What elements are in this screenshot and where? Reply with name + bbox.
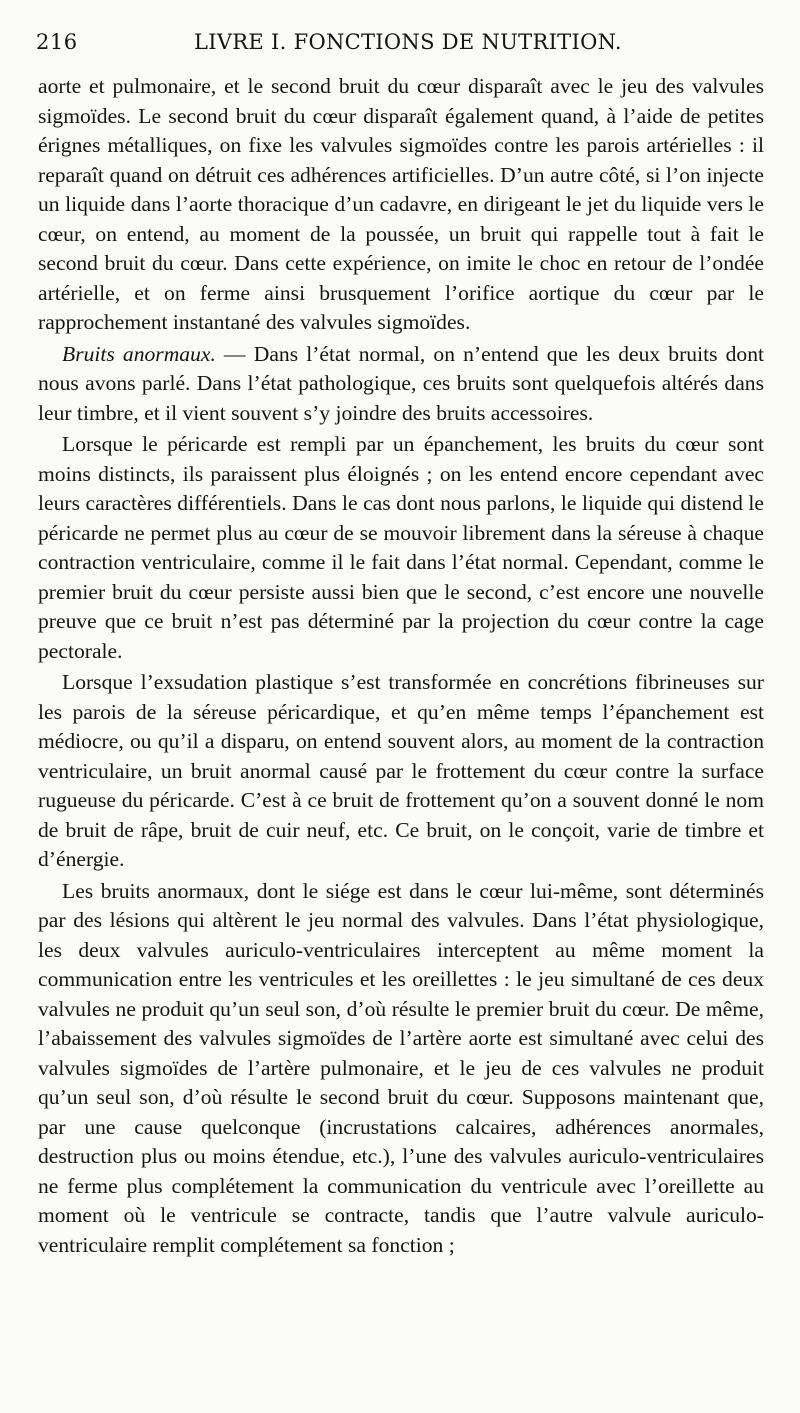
body-text xyxy=(38,72,764,1260)
paragraph xyxy=(38,340,764,429)
paragraph xyxy=(38,72,764,338)
chapter-title: LIVRE I. FONCTIONS DE NUTRITION. xyxy=(194,30,622,54)
paragraph-text: aorte et pulmonaire, et le second bruit du cœur disparaît avec le jeu des valvules sigmoïdes. Le second bruit du cœur disparaît également quand, à l’aide de petites érignes métalliques, on fixe les valvules sigmoïdes contre les parois artérielles : il reparaît quand on détruit ces adhérences artificielles. D’un autre côté, si l’on injecte un liquide dans l’aorte thoracique d’un cadavre, en dirigeant le jet du liquide vers le cœur, on entend, au moment de la poussée, un bruit qui rappelle tout à fait le second bruit du cœur. Dans cette expérience, on imite le choc en retour de l’ondée artérielle, et on ferme ainsi brusquement l’orifice aortique du cœur par le rapprochement instantané des valvules sigmoïdes. xyxy=(38,74,764,334)
paragraph xyxy=(38,430,764,666)
paragraph xyxy=(38,668,764,875)
running-header xyxy=(36,30,764,62)
paragraph-text: Lorsque l’exsudation plastique s’est transformée en concrétions fibrineuses sur les parois de la séreuse péricardique, et qu’en même temps l’épanchement est médiocre, ou qu’il a disparu, on entend souvent alors, au moment de la contraction ventriculaire, un bruit anormal causé par le frottement du cœur contre la surface rugueuse du péricarde. C’est à ce bruit de frottement qu’on a souvent donné le nom de bruit de râpe, bruit de cuir neuf, etc. Ce bruit, on le conçoit, varie de timbre et d’énergie. xyxy=(38,670,764,871)
paragraph-text: — Dans l’état normal, on n’entend que les deux bruits dont nous avons parlé. Dans l’état pathologique, ces bruits sont quelquefois altérés dans leur timbre, et il vient souvent s’y joindre des bruits accessoires. xyxy=(38,341,765,425)
paragraph-text: Les bruits anormaux, dont le siége est dans le cœur lui-même, sont déterminés par des lésions qui altèrent le jeu normal des valvules. Dans l’état physiologique, les deux valvules auriculo-ventriculaires interceptent au même moment la communication entre les ventricules et les oreillettes : le jeu simultané de ces deux valvules ne produit qu’un seul son, d’où résulte le premier bruit du cœur. De même, l’abaissement des valvules sigmoïdes de l’artère aorte est simultané avec celui des valvules sigmoïdes de l’artère pulmonaire, et le jeu de ces valvules ne produit qu’un seul son, d’où résulte le second bruit du cœur. Supposons maintenant que, par une cause quelconque (incrustations calcaires, adhérences anormales, destruction plus ou moins étendue, etc.), l’une des valvules auriculo-ventriculaires ne ferme plus complétement la communication du ventricule avec l’oreillette au moment où le ventricule se contracte, tandis que l’autre valvule auriculo-ventriculaire remplit complétement sa fonction ; xyxy=(38,878,764,1257)
page-number: 216 xyxy=(36,30,78,54)
paragraph xyxy=(38,877,764,1261)
section-heading: Bruits anormaux. xyxy=(62,341,216,366)
paragraph-text: Lorsque le péricarde est rempli par un épanchement, les bruits du cœur sont moins distincts, ils paraissent plus éloignés ; on les entend encore cependant avec leurs caractères différentiels. Dans le cas dont nous parlons, le liquide qui distend le péricarde ne permet plus au cœur de se mouvoir librement dans la séreuse à chaque contraction ventriculaire, comme il le fait dans l’état normal. Cependant, comme le premier bruit du cœur persiste aussi bien que le second, c’est encore une nouvelle preuve que ce bruit n’est pas déterminé par la projection du cœur contre la cage pectorale. xyxy=(38,432,764,663)
